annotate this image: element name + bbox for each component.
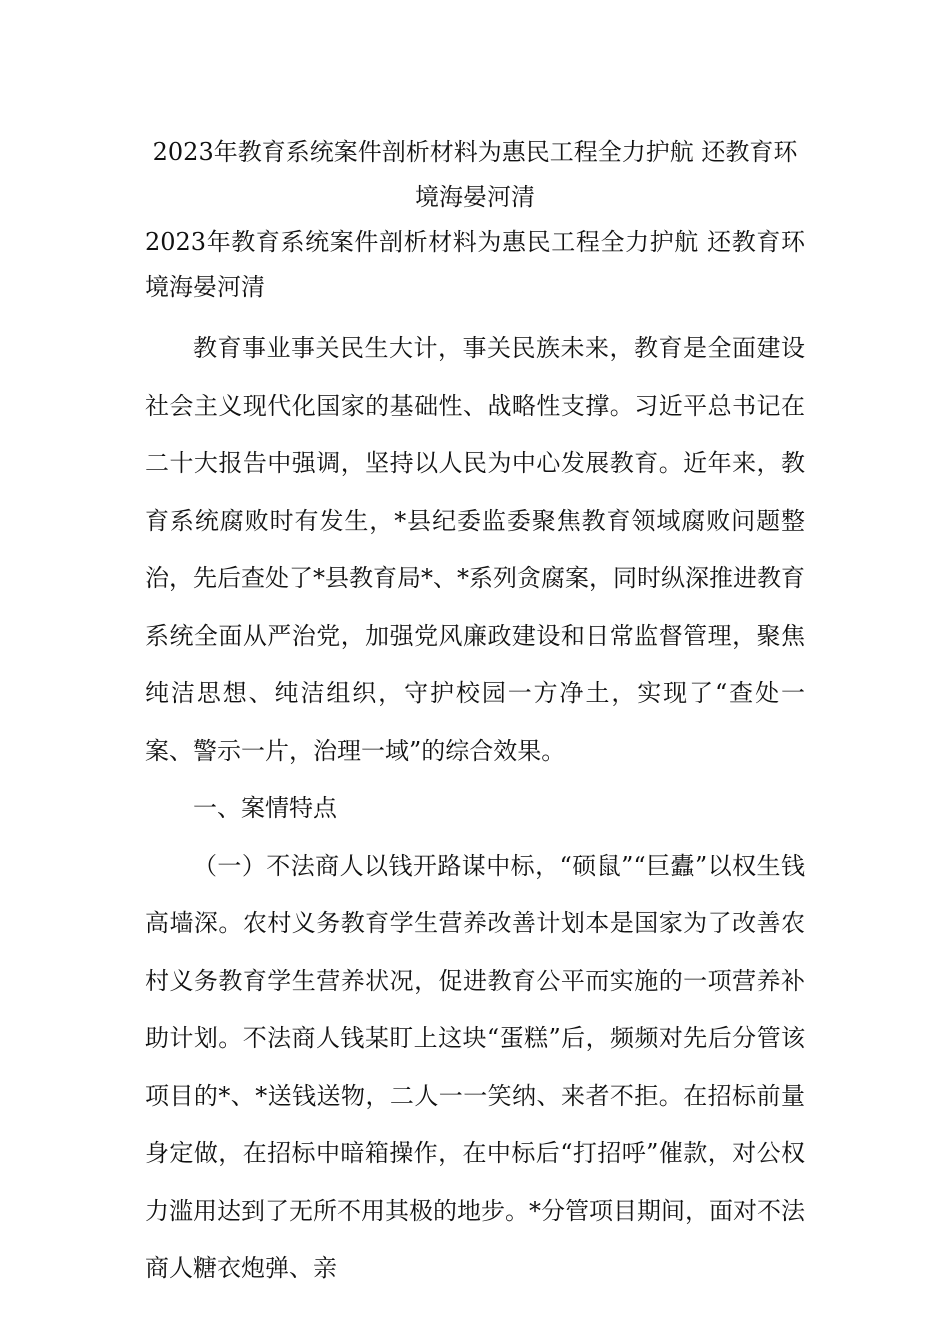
document-subtitle: 2023年教育系统案件剖析材料为惠民工程全力护航 还教育环境海晏河清	[145, 228, 805, 301]
document-title: 2023年教育系统案件剖析材料为惠民工程全力护航 还教育环境海晏河清	[152, 138, 798, 211]
intro-paragraph: 教育事业事关民生大计，事关民族未来，教育是全面建设社会主义现代化国家的基础性、战略性支撑。习近平总书记在二十大报告中强调，坚持以人民为中心发展教育。近年来，教育系统腐败时有发生，*县纪委监委聚焦教育领域腐败问题整治，先后查处了*县教育局*、*系列贪腐案，同时纵深推进教育系统全面从严治党，加强党风廉政建设和日常监督管理，聚焦纯洁思想、纯洁组织，守护校园一方净土，实现了“查处一案、警示一片，治理一域”的综合效果。	[145, 334, 805, 765]
document-page	[145, 130, 805, 1298]
section-heading: 一、案情特点	[193, 794, 337, 822]
body-paragraph: （一）不法商人以钱开路谋中标，“硕鼠”“巨蠹”以权生钱高墙深。农村义务教育学生营养改善计划本是国家为了改善农村义务教育学生营养状况，促进教育公平而实施的一项营养补助计划。不法商人钱某盯上这块“蛋糕”后，频频对先后分管该项目的*、*送钱送物，二人一一笑纳、来者不拒。在招标前量身定做，在招标中暗箱操作，在中标后“打招呼”催款，对公权力滥用达到了无所不用其极的地步。*分管项目期间，面对不法商人糖衣炮弹、亲	[145, 851, 805, 1282]
